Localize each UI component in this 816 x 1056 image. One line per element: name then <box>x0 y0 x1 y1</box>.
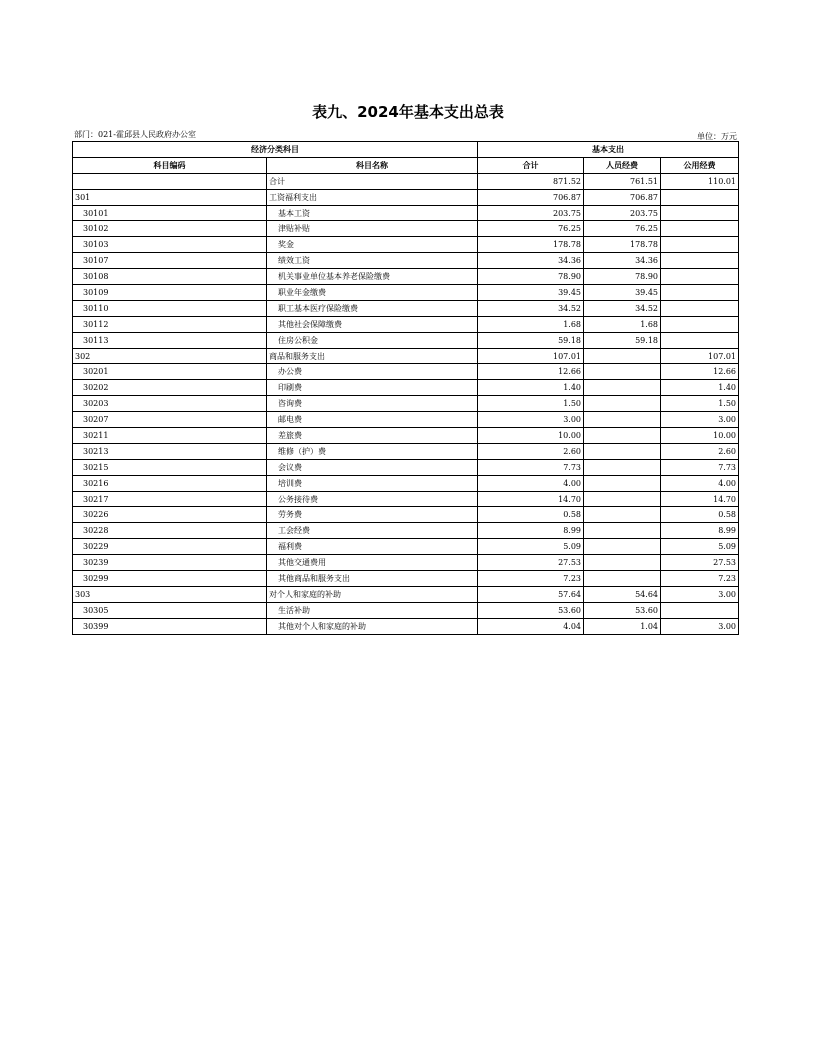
cell-name: 对个人和家庭的补助 <box>267 586 478 602</box>
table-row <box>73 412 739 428</box>
cell-name: 培训费 <box>267 475 478 491</box>
cell-code: 30113 <box>73 332 267 348</box>
cell-code: 30305 <box>73 602 267 618</box>
cell-name: 其他商品和服务支出 <box>267 571 478 587</box>
cell-code: 30211 <box>73 428 267 444</box>
cell-name: 印刷费 <box>267 380 478 396</box>
cell-public <box>661 602 739 618</box>
header-name: 科目名称 <box>267 157 478 173</box>
cell-public <box>661 237 739 253</box>
table-row <box>73 475 739 491</box>
table-row <box>73 491 739 507</box>
cell-public: 7.23 <box>661 571 739 587</box>
cell-total: 871.52 <box>478 173 584 189</box>
cell-total: 34.36 <box>478 253 584 269</box>
cell-total: 107.01 <box>478 348 584 364</box>
cell-code: 30229 <box>73 539 267 555</box>
cell-total: 1.50 <box>478 396 584 412</box>
table-row <box>73 364 739 380</box>
table-row <box>73 173 739 189</box>
cell-name: 差旅费 <box>267 428 478 444</box>
cell-personnel: 178.78 <box>584 237 661 253</box>
cell-personnel <box>584 555 661 571</box>
header-total: 合计 <box>478 157 584 173</box>
cell-public: 1.50 <box>661 396 739 412</box>
cell-code: 30228 <box>73 523 267 539</box>
table-row <box>73 285 739 301</box>
table-body <box>73 173 739 634</box>
cell-total: 57.64 <box>478 586 584 602</box>
cell-name: 住房公积金 <box>267 332 478 348</box>
cell-public: 12.66 <box>661 364 739 380</box>
cell-code: 30239 <box>73 555 267 571</box>
cell-name: 劳务费 <box>267 507 478 523</box>
table-row <box>73 205 739 221</box>
table-row <box>73 443 739 459</box>
cell-public: 14.70 <box>661 491 739 507</box>
cell-total: 7.23 <box>478 571 584 587</box>
cell-code: 30201 <box>73 364 267 380</box>
cell-code: 30217 <box>73 491 267 507</box>
cell-total: 4.04 <box>478 618 584 634</box>
table-row <box>73 237 739 253</box>
table-row <box>73 602 739 618</box>
cell-personnel: 34.52 <box>584 300 661 316</box>
table-row <box>73 221 739 237</box>
cell-public <box>661 285 739 301</box>
cell-name: 福利费 <box>267 539 478 555</box>
cell-personnel <box>584 443 661 459</box>
cell-name: 其他社会保障缴费 <box>267 316 478 332</box>
cell-total: 5.09 <box>478 539 584 555</box>
cell-public <box>661 316 739 332</box>
cell-public <box>661 205 739 221</box>
cell-total: 0.58 <box>478 507 584 523</box>
cell-personnel: 54.64 <box>584 586 661 602</box>
cell-total: 39.45 <box>478 285 584 301</box>
cell-public: 3.00 <box>661 412 739 428</box>
cell-code: 30102 <box>73 221 267 237</box>
cell-total: 27.53 <box>478 555 584 571</box>
cell-total: 706.87 <box>478 189 584 205</box>
cell-personnel: 53.60 <box>584 602 661 618</box>
cell-name: 咨询费 <box>267 396 478 412</box>
cell-public: 2.60 <box>661 443 739 459</box>
cell-total: 4.00 <box>478 475 584 491</box>
cell-personnel <box>584 571 661 587</box>
cell-personnel: 761.51 <box>584 173 661 189</box>
table-row <box>73 380 739 396</box>
cell-code: 30202 <box>73 380 267 396</box>
cell-name: 工会经费 <box>267 523 478 539</box>
cell-public <box>661 300 739 316</box>
cell-code: 30299 <box>73 571 267 587</box>
table-row <box>73 396 739 412</box>
cell-name: 合计 <box>267 173 478 189</box>
cell-name: 职工基本医疗保险缴费 <box>267 300 478 316</box>
cell-name: 绩效工资 <box>267 253 478 269</box>
table-row <box>73 189 739 205</box>
cell-total: 76.25 <box>478 221 584 237</box>
cell-name: 会议费 <box>267 459 478 475</box>
cell-personnel <box>584 459 661 475</box>
table-row <box>73 300 739 316</box>
cell-public: 3.00 <box>661 586 739 602</box>
cell-name: 奖金 <box>267 237 478 253</box>
cell-personnel: 76.25 <box>584 221 661 237</box>
cell-code: 30207 <box>73 412 267 428</box>
cell-code: 30112 <box>73 316 267 332</box>
header-econ-class: 经济分类科目 <box>73 142 478 158</box>
cell-personnel: 39.45 <box>584 285 661 301</box>
table-row <box>73 507 739 523</box>
cell-personnel: 706.87 <box>584 189 661 205</box>
cell-code: 30226 <box>73 507 267 523</box>
cell-name: 邮电费 <box>267 412 478 428</box>
cell-total: 203.75 <box>478 205 584 221</box>
cell-name: 办公费 <box>267 364 478 380</box>
cell-code: 30216 <box>73 475 267 491</box>
cell-personnel <box>584 364 661 380</box>
cell-total: 34.52 <box>478 300 584 316</box>
cell-total: 59.18 <box>478 332 584 348</box>
cell-public: 4.00 <box>661 475 739 491</box>
cell-code: 30101 <box>73 205 267 221</box>
cell-total: 1.68 <box>478 316 584 332</box>
cell-public: 5.09 <box>661 539 739 555</box>
cell-code: 30109 <box>73 285 267 301</box>
cell-code: 30213 <box>73 443 267 459</box>
cell-personnel: 59.18 <box>584 332 661 348</box>
cell-code: 301 <box>73 189 267 205</box>
cell-name: 机关事业单位基本养老保险缴费 <box>267 269 478 285</box>
cell-total: 1.40 <box>478 380 584 396</box>
header-public: 公用经费 <box>661 157 739 173</box>
cell-personnel <box>584 523 661 539</box>
table-row <box>73 555 739 571</box>
table-row <box>73 618 739 634</box>
cell-personnel <box>584 475 661 491</box>
table-row <box>73 348 739 364</box>
cell-total: 7.73 <box>478 459 584 475</box>
cell-public: 3.00 <box>661 618 739 634</box>
cell-total: 3.00 <box>478 412 584 428</box>
cell-name: 维修（护）费 <box>267 443 478 459</box>
cell-code: 30203 <box>73 396 267 412</box>
cell-personnel <box>584 491 661 507</box>
table-row <box>73 316 739 332</box>
table-row <box>73 539 739 555</box>
table-row <box>73 332 739 348</box>
cell-name: 职业年金缴费 <box>267 285 478 301</box>
cell-code: 30103 <box>73 237 267 253</box>
cell-public: 1.40 <box>661 380 739 396</box>
cell-code: 302 <box>73 348 267 364</box>
cell-public <box>661 189 739 205</box>
cell-code: 30399 <box>73 618 267 634</box>
cell-public: 27.53 <box>661 555 739 571</box>
cell-personnel <box>584 428 661 444</box>
cell-total: 53.60 <box>478 602 584 618</box>
cell-public: 110.01 <box>661 173 739 189</box>
cell-code: 30110 <box>73 300 267 316</box>
header-basic-expenditure: 基本支出 <box>478 142 739 158</box>
header-code: 科目编码 <box>73 157 267 173</box>
table-row <box>73 459 739 475</box>
cell-code: 30108 <box>73 269 267 285</box>
cell-name: 津贴补贴 <box>267 221 478 237</box>
page-title: 表九、2024年基本支出总表 <box>312 103 504 121</box>
header-personnel: 人员经费 <box>584 157 661 173</box>
cell-code: 30107 <box>73 253 267 269</box>
cell-name: 基本工资 <box>267 205 478 221</box>
cell-public <box>661 332 739 348</box>
header-row-columns <box>73 157 739 173</box>
table-row <box>73 428 739 444</box>
cell-public: 10.00 <box>661 428 739 444</box>
cell-public: 107.01 <box>661 348 739 364</box>
cell-personnel <box>584 380 661 396</box>
cell-personnel <box>584 539 661 555</box>
cell-code: 303 <box>73 586 267 602</box>
cell-public: 7.73 <box>661 459 739 475</box>
expenditure-table <box>72 141 739 635</box>
cell-public: 0.58 <box>661 507 739 523</box>
cell-name: 其他交通费用 <box>267 555 478 571</box>
table-row <box>73 253 739 269</box>
cell-total: 8.99 <box>478 523 584 539</box>
cell-personnel: 203.75 <box>584 205 661 221</box>
cell-name: 工资福利支出 <box>267 189 478 205</box>
cell-personnel <box>584 396 661 412</box>
cell-code <box>73 173 267 189</box>
cell-total: 10.00 <box>478 428 584 444</box>
header-row-group <box>73 142 739 158</box>
cell-code: 30215 <box>73 459 267 475</box>
unit-label: 单位：万元 <box>697 132 737 141</box>
cell-total: 14.70 <box>478 491 584 507</box>
cell-name: 生活补助 <box>267 602 478 618</box>
department-label: 部门：021-霍邱县人民政府办公室 <box>74 130 196 139</box>
cell-personnel: 1.04 <box>584 618 661 634</box>
cell-personnel: 34.36 <box>584 253 661 269</box>
cell-personnel <box>584 507 661 523</box>
cell-total: 12.66 <box>478 364 584 380</box>
cell-name: 商品和服务支出 <box>267 348 478 364</box>
cell-personnel: 1.68 <box>584 316 661 332</box>
cell-personnel <box>584 412 661 428</box>
table-row <box>73 269 739 285</box>
cell-total: 2.60 <box>478 443 584 459</box>
table-row <box>73 523 739 539</box>
cell-personnel: 78.90 <box>584 269 661 285</box>
cell-name: 其他对个人和家庭的补助 <box>267 618 478 634</box>
table-row <box>73 571 739 587</box>
cell-total: 178.78 <box>478 237 584 253</box>
cell-public <box>661 269 739 285</box>
cell-total: 78.90 <box>478 269 584 285</box>
cell-public: 8.99 <box>661 523 739 539</box>
cell-public <box>661 253 739 269</box>
cell-personnel <box>584 348 661 364</box>
cell-name: 公务接待费 <box>267 491 478 507</box>
cell-public <box>661 221 739 237</box>
table-row <box>73 586 739 602</box>
